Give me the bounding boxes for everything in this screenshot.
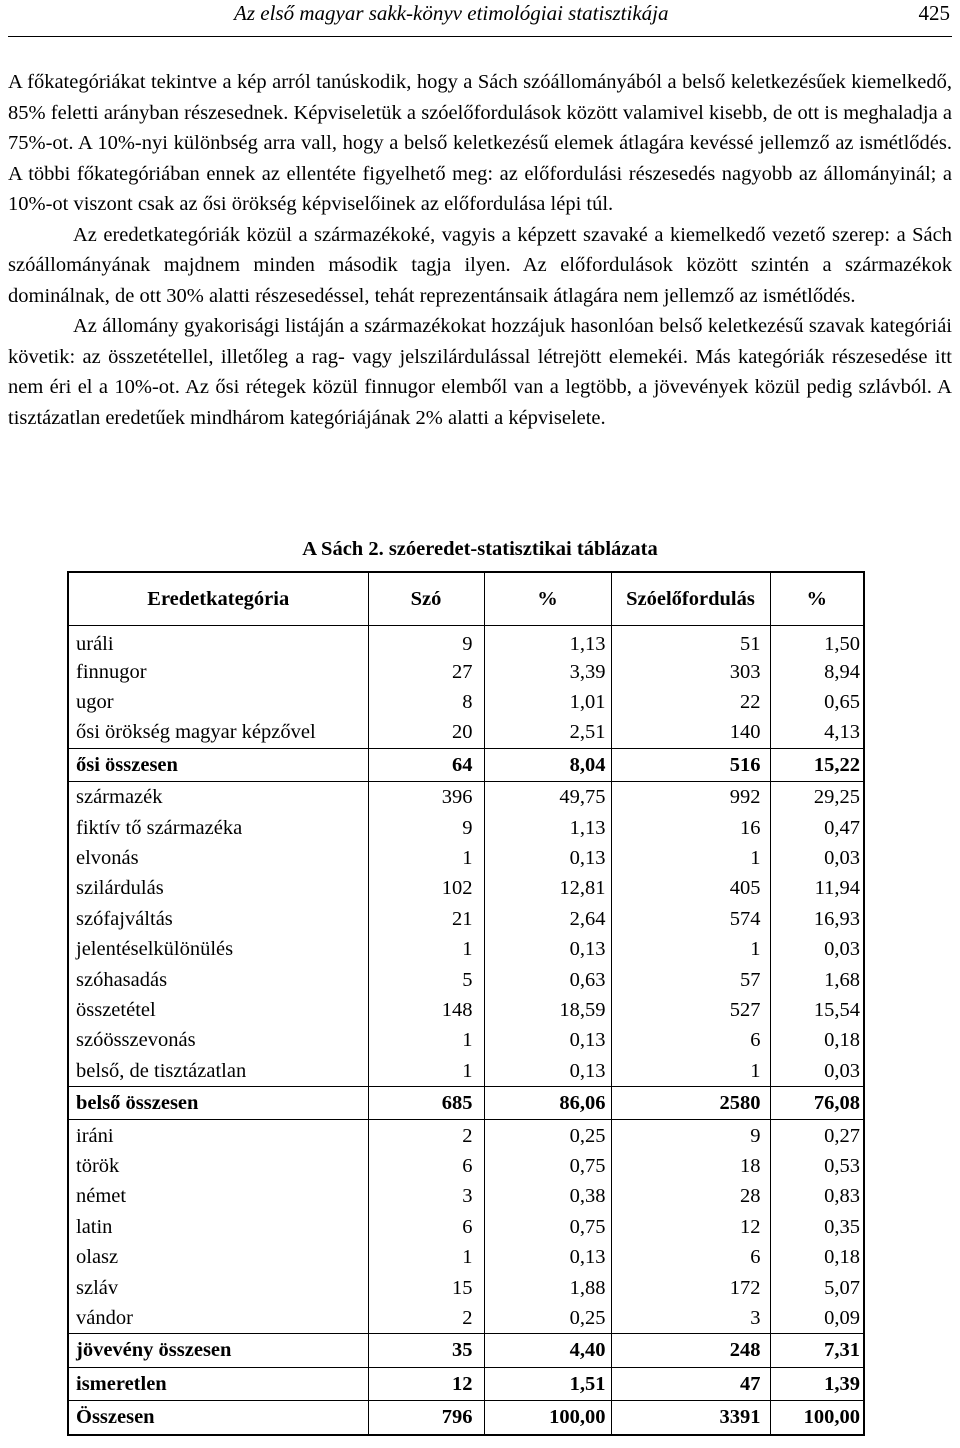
word-percent-cell: 18,59 <box>484 995 611 1025</box>
word-count-cell: 1 <box>368 1056 484 1087</box>
table-row-total <box>68 748 864 782</box>
category-cell: vándor <box>68 1303 368 1334</box>
category-cell: olasz <box>68 1242 368 1272</box>
word-percent-cell: 0,63 <box>484 964 611 994</box>
table-row <box>68 1120 864 1151</box>
category-cell: német <box>68 1181 368 1211</box>
occurrence-count-cell: 51 <box>611 626 770 657</box>
word-count-cell: 21 <box>368 904 484 934</box>
word-count-cell: 1 <box>368 1242 484 1272</box>
occurrence-count-cell: 1 <box>611 843 770 873</box>
table-row-total <box>68 1367 864 1401</box>
category-cell: latin <box>68 1212 368 1242</box>
occurrence-count-cell: 3391 <box>611 1401 770 1435</box>
occurrence-count-cell: 18 <box>611 1151 770 1181</box>
word-percent-cell: 0,13 <box>484 843 611 873</box>
occurrence-percent-cell: 29,25 <box>770 782 864 813</box>
occurrence-count-cell: 47 <box>611 1367 770 1401</box>
table-row <box>68 1151 864 1181</box>
table-row <box>68 904 864 934</box>
word-percent-cell: 2,64 <box>484 904 611 934</box>
word-count-cell: 15 <box>368 1272 484 1302</box>
table-header-row <box>68 572 864 626</box>
word-percent-cell: 8,04 <box>484 748 611 782</box>
word-count-cell: 3 <box>368 1181 484 1211</box>
word-percent-cell: 0,25 <box>484 1303 611 1334</box>
category-cell: szláv <box>68 1272 368 1302</box>
occurrence-count-cell: 16 <box>611 812 770 842</box>
occurrence-percent-cell: 0,03 <box>770 1056 864 1087</box>
word-percent-cell: 1,51 <box>484 1367 611 1401</box>
word-percent-cell: 3,39 <box>484 656 611 686</box>
occurrence-percent-cell: 8,94 <box>770 656 864 686</box>
word-percent-cell: 12,81 <box>484 873 611 903</box>
table-row <box>68 656 864 686</box>
category-cell: finnugor <box>68 656 368 686</box>
word-percent-cell: 0,75 <box>484 1212 611 1242</box>
category-cell: elvonás <box>68 843 368 873</box>
category-cell: ismeretlen <box>68 1367 368 1401</box>
table-row <box>68 1025 864 1055</box>
occurrence-percent-cell: 0,47 <box>770 812 864 842</box>
word-count-cell: 1 <box>368 843 484 873</box>
occurrence-count-cell: 2580 <box>611 1086 770 1120</box>
word-percent-cell: 1,01 <box>484 687 611 717</box>
occurrence-percent-cell: 0,65 <box>770 687 864 717</box>
category-cell: jövevény összesen <box>68 1334 368 1368</box>
occurrence-percent-cell: 0,03 <box>770 843 864 873</box>
occurrence-count-cell: 140 <box>611 717 770 748</box>
occurrence-count-cell: 172 <box>611 1272 770 1302</box>
occurrence-count-cell: 405 <box>611 873 770 903</box>
table-body <box>68 626 864 1435</box>
category-cell: ugor <box>68 687 368 717</box>
table-row <box>68 687 864 717</box>
word-count-cell: 6 <box>368 1212 484 1242</box>
word-count-cell: 1 <box>368 1025 484 1055</box>
occurrence-count-cell: 9 <box>611 1120 770 1151</box>
occurrence-percent-cell: 100,00 <box>770 1401 864 1435</box>
word-percent-cell: 86,06 <box>484 1086 611 1120</box>
word-percent-cell: 0,13 <box>484 1025 611 1055</box>
category-cell: ősi összesen <box>68 748 368 782</box>
table-row <box>68 1303 864 1334</box>
word-count-cell: 685 <box>368 1086 484 1120</box>
occurrence-percent-cell: 0,27 <box>770 1120 864 1151</box>
word-count-cell: 27 <box>368 656 484 686</box>
word-count-cell: 8 <box>368 687 484 717</box>
occurrence-percent-cell: 4,13 <box>770 717 864 748</box>
occurrence-percent-cell: 5,07 <box>770 1272 864 1302</box>
category-cell: ősi örökség magyar képzővel <box>68 717 368 748</box>
word-count-cell: 2 <box>368 1303 484 1334</box>
category-cell: fiktív tő származéka <box>68 812 368 842</box>
etymology-statistics-table <box>67 571 865 1436</box>
category-cell: szilárdulás <box>68 873 368 903</box>
table-row <box>68 1212 864 1242</box>
occurrence-percent-cell: 15,54 <box>770 995 864 1025</box>
word-count-cell: 5 <box>368 964 484 994</box>
word-count-cell: 64 <box>368 748 484 782</box>
column-header: Szóelőfordulás <box>611 572 770 626</box>
table-row <box>68 782 864 813</box>
occurrence-count-cell: 57 <box>611 964 770 994</box>
running-title: Az első magyar sakk-könyv etimológiai statisztikája <box>234 1 669 25</box>
occurrence-count-cell: 574 <box>611 904 770 934</box>
word-percent-cell: 49,75 <box>484 782 611 813</box>
body-text <box>8 67 952 433</box>
category-cell: összetétel <box>68 995 368 1025</box>
occurrence-percent-cell: 1,50 <box>770 626 864 657</box>
word-count-cell: 148 <box>368 995 484 1025</box>
table-row <box>68 812 864 842</box>
table-row <box>68 995 864 1025</box>
occurrence-percent-cell: 0,35 <box>770 1212 864 1242</box>
word-count-cell: 1 <box>368 934 484 964</box>
occurrence-percent-cell: 15,22 <box>770 748 864 782</box>
occurrence-percent-cell: 0,18 <box>770 1025 864 1055</box>
occurrence-percent-cell: 7,31 <box>770 1334 864 1368</box>
occurrence-percent-cell: 0,03 <box>770 934 864 964</box>
word-percent-cell: 4,40 <box>484 1334 611 1368</box>
word-count-cell: 12 <box>368 1367 484 1401</box>
word-percent-cell: 0,25 <box>484 1120 611 1151</box>
occurrence-count-cell: 248 <box>611 1334 770 1368</box>
occurrence-count-cell: 6 <box>611 1025 770 1055</box>
word-percent-cell: 100,00 <box>484 1401 611 1435</box>
word-percent-cell: 2,51 <box>484 717 611 748</box>
running-header <box>8 0 952 37</box>
category-cell: uráli <box>68 626 368 657</box>
table-row <box>68 873 864 903</box>
table-row <box>68 626 864 657</box>
table-row <box>68 1272 864 1302</box>
occurrence-percent-cell: 0,83 <box>770 1181 864 1211</box>
column-header: Szó <box>368 572 484 626</box>
table-row <box>68 964 864 994</box>
occurrence-percent-cell: 11,94 <box>770 873 864 903</box>
occurrence-count-cell: 516 <box>611 748 770 782</box>
word-percent-cell: 0,13 <box>484 1242 611 1272</box>
word-percent-cell: 1,88 <box>484 1272 611 1302</box>
paragraph: Az állomány gyakorisági listáján a származékokat hozzájuk hasonlóan belső keletkezésű szavak kategóriái követik: az összetétellel, illetőleg a rag- vagy jelszilárdulással létrejött elemekéi. Más kategóriák részesedése itt nem éri el a 10%-ot. Az ősi rétegek közül finnugor elemből van a legtöbb, a jövevények közül pedig szlávból. A tisztázatlan eredetűek mindhárom kategóriájának 2% alatti a képviselete. <box>8 315 952 429</box>
word-count-cell: 396 <box>368 782 484 813</box>
table-row <box>68 1242 864 1272</box>
table-title: A Sách 2. szóeredet-statisztikai táblázata <box>302 538 658 560</box>
occurrence-count-cell: 12 <box>611 1212 770 1242</box>
category-cell: belső, de tisztázatlan <box>68 1056 368 1087</box>
occurrence-percent-cell: 0,53 <box>770 1151 864 1181</box>
occurrence-count-cell: 1 <box>611 934 770 964</box>
word-percent-cell: 1,13 <box>484 626 611 657</box>
word-count-cell: 2 <box>368 1120 484 1151</box>
table-row <box>68 934 864 964</box>
page-number: 425 <box>918 1 950 25</box>
category-cell: iráni <box>68 1120 368 1151</box>
category-cell: jelentéselkülönülés <box>68 934 368 964</box>
word-percent-cell: 1,13 <box>484 812 611 842</box>
table-row <box>68 1181 864 1211</box>
occurrence-count-cell: 22 <box>611 687 770 717</box>
column-header: Eredetkategória <box>68 572 368 626</box>
paragraph: A főkategóriákat tekintve a kép arról tanúskodik, hogy a Sách szóállományából a belső keletkezésűek kiemelkedő, 85% feletti arányban részesednek. Képviseletük a szóelőfordulások között valamivel kisebb, de ott is meghaladja a 75%-ot. A 10%-nyi különbség arra vall, hogy a belső keletkezésű elemek átlagára kevéssé jellemző az ismétlődés. A többi főkategóriában ennek az ellentéte figyelhető meg: az előfordulási részesedés nagyobb az állományinál; a 10%-ot viszont csak az ősi örökség képviselőinek az előfordulása lépi túl. <box>8 71 952 215</box>
occurrence-percent-cell: 1,39 <box>770 1367 864 1401</box>
category-cell: szófajváltás <box>68 904 368 934</box>
category-cell: belső összesen <box>68 1086 368 1120</box>
occurrence-count-cell: 992 <box>611 782 770 813</box>
occurrence-percent-cell: 1,68 <box>770 964 864 994</box>
occurrence-count-cell: 527 <box>611 995 770 1025</box>
category-cell: török <box>68 1151 368 1181</box>
table-row <box>68 843 864 873</box>
table-row-total <box>68 1401 864 1435</box>
column-header: % <box>484 572 611 626</box>
word-count-cell: 35 <box>368 1334 484 1368</box>
word-percent-cell: 0,75 <box>484 1151 611 1181</box>
table-row <box>68 717 864 748</box>
occurrence-count-cell: 1 <box>611 1056 770 1087</box>
category-cell: szóhasadás <box>68 964 368 994</box>
occurrence-percent-cell: 0,18 <box>770 1242 864 1272</box>
column-header: % <box>770 572 864 626</box>
paragraph: Az eredetkategóriák közül a származékoké, vagyis a képzett szavaké a kiemelkedő vezető szerep: a Sách szóállományának majdnem minden második tagja ilyen. Az előfordulások között szintén a származékok dominálnak, de ott 30% alatti részesedéssel, tehát reprezentánsaik átlagára nem jellemző az ismétlődés. <box>8 223 952 307</box>
occurrence-percent-cell: 76,08 <box>770 1086 864 1120</box>
word-count-cell: 9 <box>368 812 484 842</box>
word-count-cell: 796 <box>368 1401 484 1435</box>
occurrence-count-cell: 3 <box>611 1303 770 1334</box>
word-percent-cell: 0,13 <box>484 1056 611 1087</box>
word-count-cell: 6 <box>368 1151 484 1181</box>
word-percent-cell: 0,38 <box>484 1181 611 1211</box>
word-count-cell: 20 <box>368 717 484 748</box>
table-row-total <box>68 1334 864 1368</box>
table-row <box>68 1056 864 1087</box>
word-count-cell: 102 <box>368 873 484 903</box>
occurrence-count-cell: 6 <box>611 1242 770 1272</box>
occurrence-percent-cell: 0,09 <box>770 1303 864 1334</box>
category-cell: származék <box>68 782 368 813</box>
occurrence-count-cell: 303 <box>611 656 770 686</box>
word-percent-cell: 0,13 <box>484 934 611 964</box>
table-row-total <box>68 1086 864 1120</box>
word-count-cell: 9 <box>368 626 484 657</box>
occurrence-percent-cell: 16,93 <box>770 904 864 934</box>
occurrence-count-cell: 28 <box>611 1181 770 1211</box>
category-cell: Összesen <box>68 1401 368 1435</box>
category-cell: szóösszevonás <box>68 1025 368 1055</box>
